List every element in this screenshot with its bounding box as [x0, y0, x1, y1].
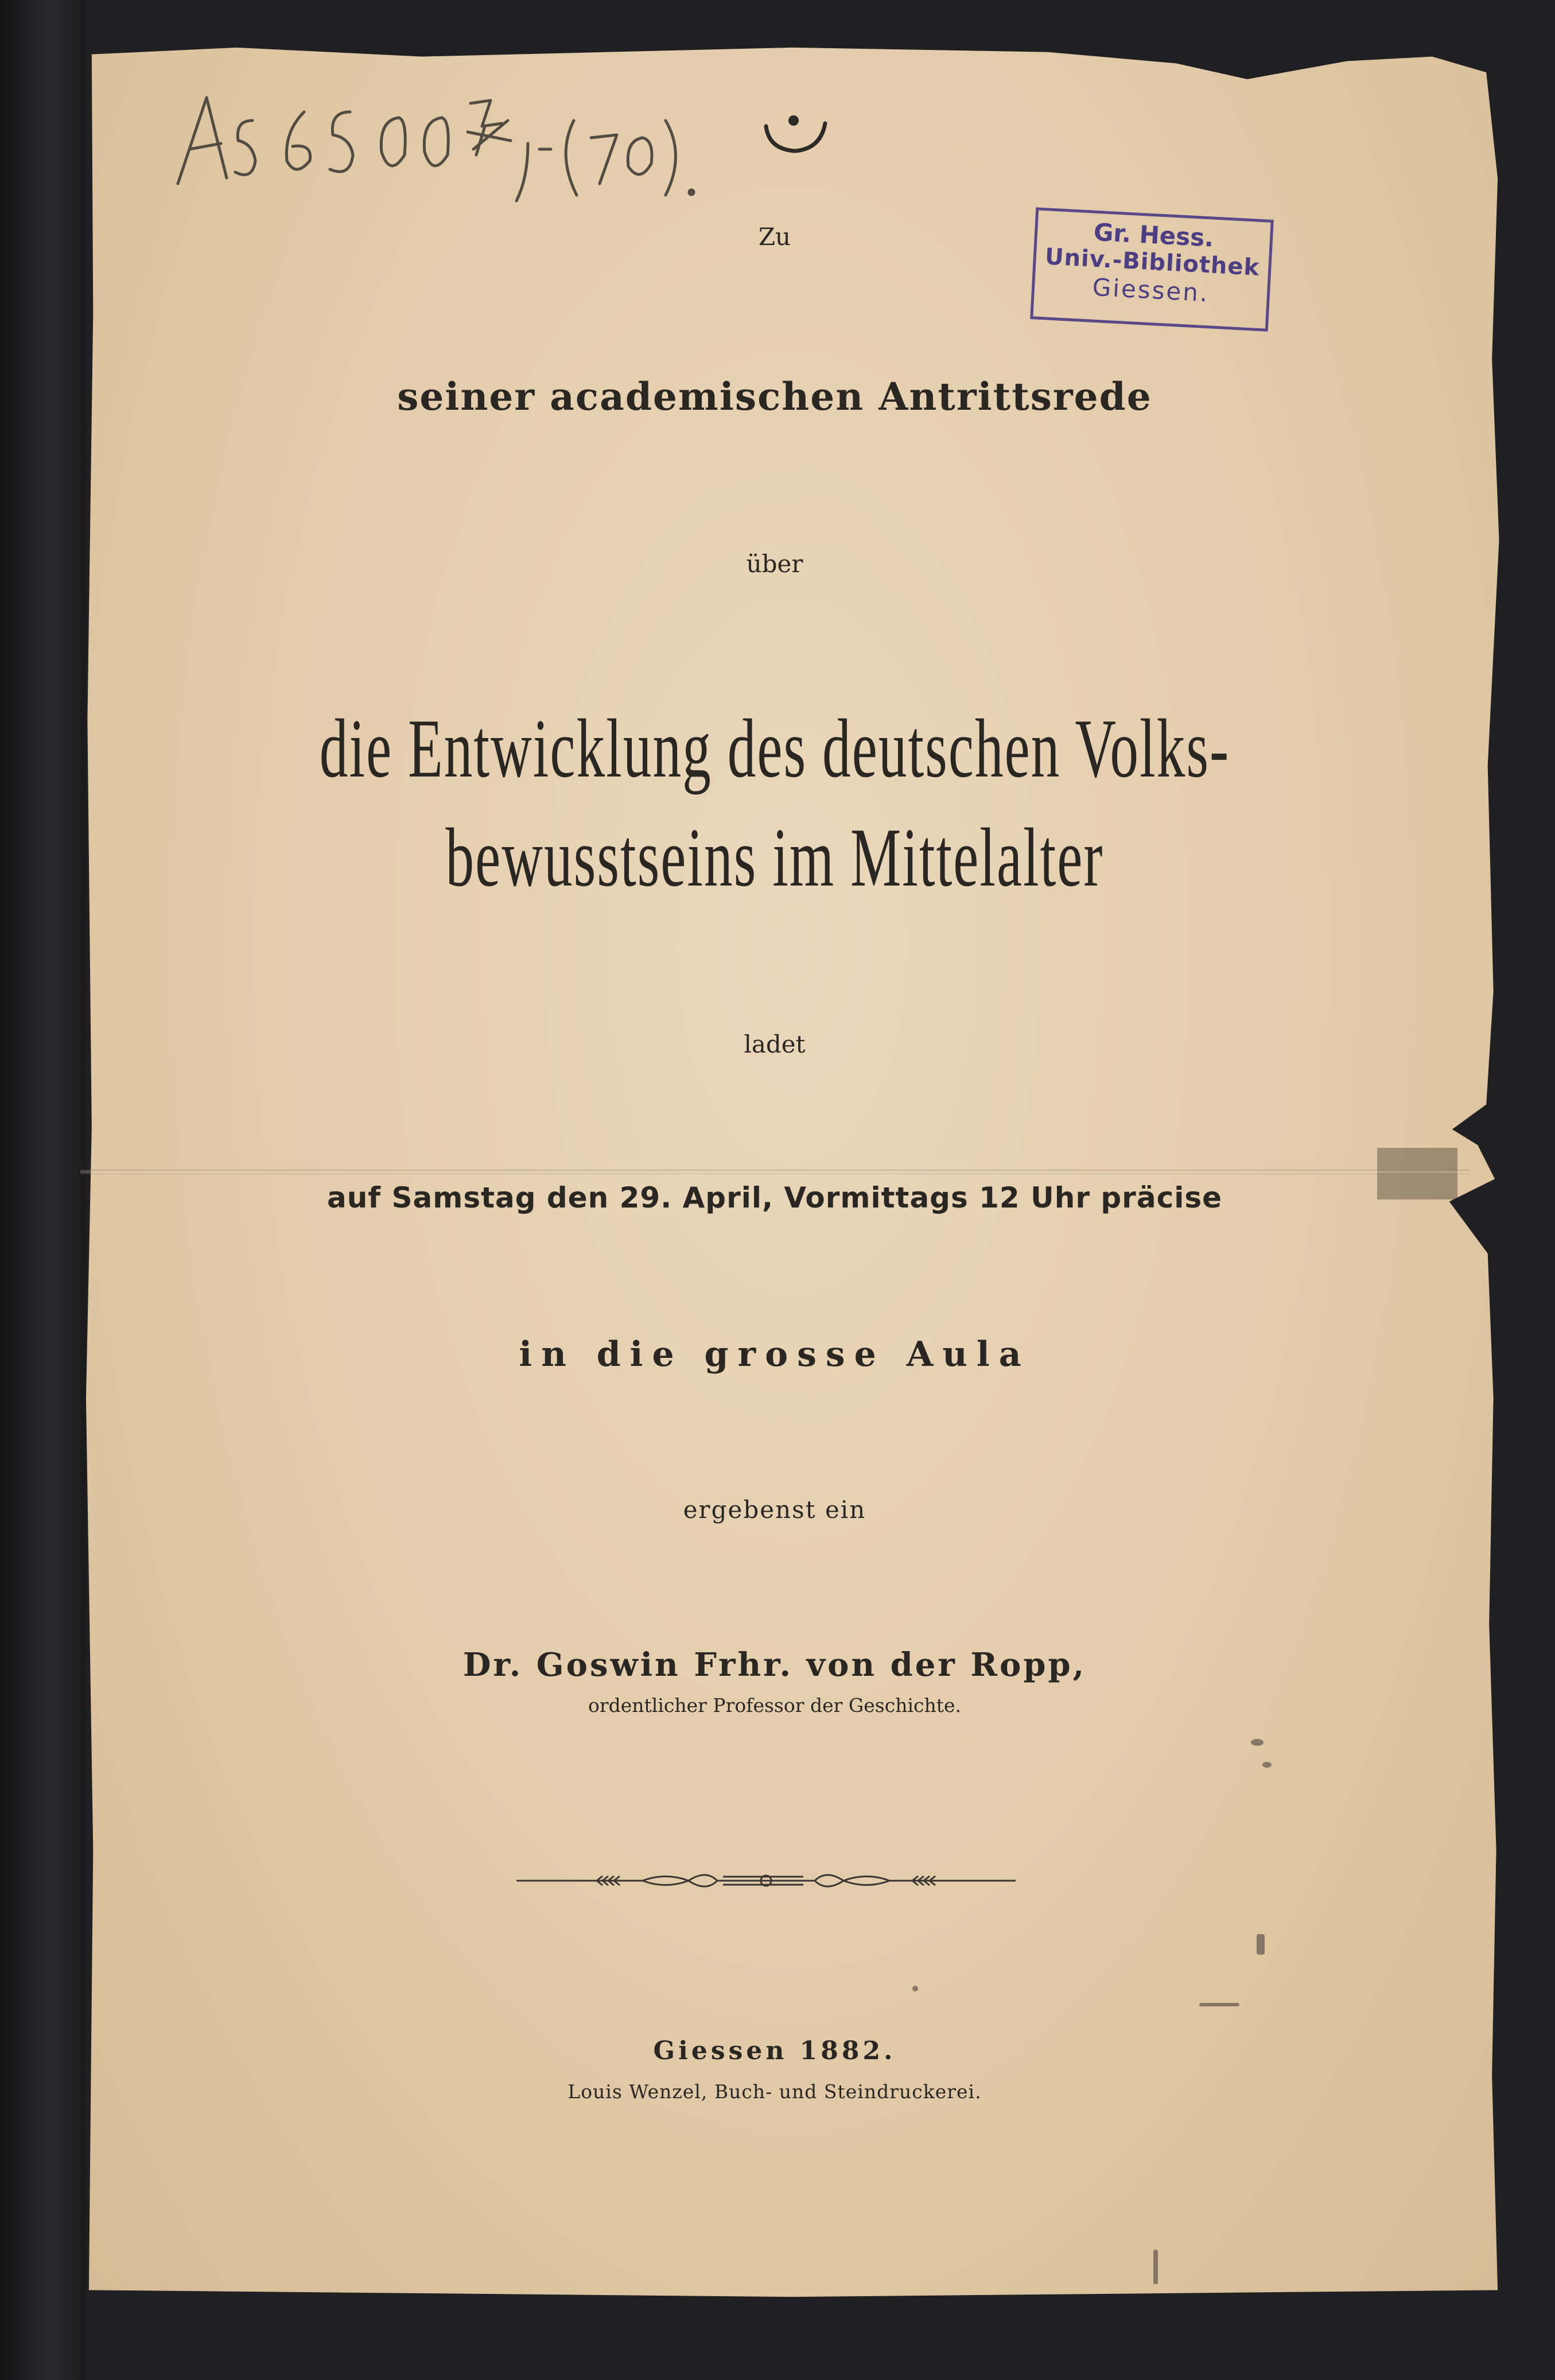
lecture-title-line-2: bewusstseins im Mittelalter — [445, 811, 1104, 904]
imprint-place: Giessen 1882. — [653, 2036, 896, 2065]
handwritten-signature — [172, 86, 706, 224]
date-time-line: auf Samstag den 29. April, Vormittags 12 Uhr präcise — [326, 1181, 1223, 1214]
stamp-line-2: Univ.-Bibliothek — [1044, 243, 1261, 281]
occasion-heading: seiner academischen Antrittsrede — [397, 374, 1152, 419]
ink-smudge-icon — [757, 106, 832, 158]
imprint-printer: Louis Wenzel, Buch- und Steindruckerei. — [567, 2080, 982, 2103]
venue-line: in die grosse Aula — [519, 1334, 1031, 1375]
stamp-line-3: Giessen. — [1091, 273, 1210, 308]
about-text: über — [746, 550, 803, 578]
closing-text: ergebenst ein — [683, 1496, 866, 1524]
paper-speck — [912, 1986, 918, 1991]
invites-text: ladet — [744, 1030, 806, 1058]
paper-speck — [1153, 2250, 1158, 2284]
paper-speck — [1262, 1762, 1272, 1768]
paper-speck — [1199, 2003, 1239, 2006]
paper-speck — [1251, 1739, 1264, 1746]
lecture-title-line-1: die Entwicklung des deutschen Volks- — [319, 702, 1230, 795]
author-name: Dr. Goswin Frhr. von der Ropp, — [462, 1646, 1087, 1684]
decorative-divider-icon — [516, 1866, 1016, 1895]
page-fold-line — [80, 1170, 1469, 1174]
author-title: ordentlicher Professor der Geschichte. — [588, 1694, 962, 1717]
intro-text: Zu — [758, 223, 791, 251]
book-spine-edge — [0, 0, 86, 2380]
stamp-line-1: Gr. Hess. — [1093, 218, 1215, 253]
paper-speck — [1257, 1934, 1265, 1955]
